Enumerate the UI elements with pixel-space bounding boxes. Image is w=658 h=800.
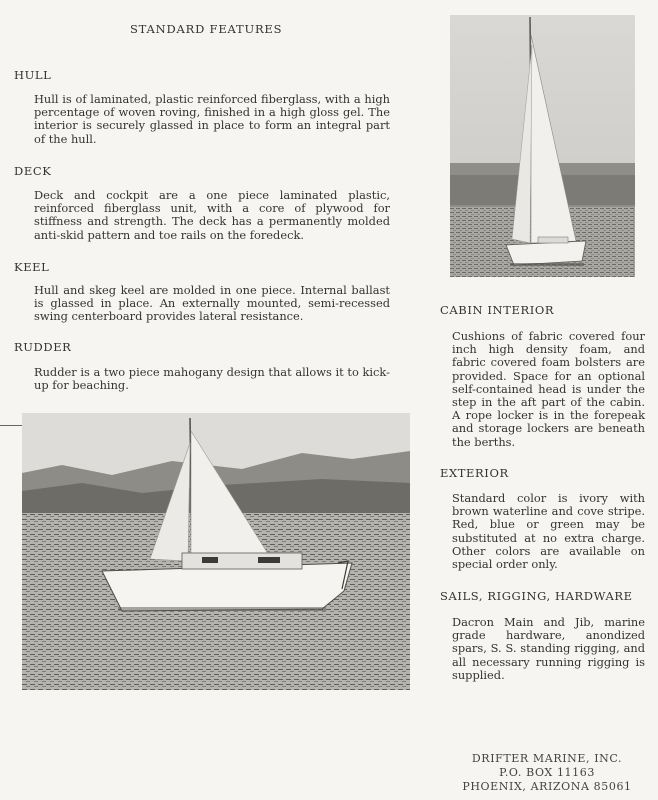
deck-heading: DECK	[14, 164, 52, 178]
sails-rigging-hardware-heading: SAILS, RIGGING, HARDWARE	[440, 589, 633, 603]
keel-heading: KEEL	[14, 260, 50, 274]
cabin-interior-text: Cushions of fabric covered four inch high density foam, and fabric covered foam bolsters are provided. Space for an optional self-contained head is under the step in the aft part of the cabin. A rope locker is in the forepeak and storage lockers are beneath the berths.	[452, 329, 645, 449]
hull-heading: HULL	[14, 68, 52, 82]
company-name: DRIFTER MARINE, INC.	[471, 752, 623, 765]
deck-text: Deck and cockpit are a one piece laminated plastic, reinforced fiberglass unit, with a core of plywood for stiffness and strength. The deck has a permanently molded anti-skid pattern and toe rails on the foredeck.	[34, 188, 390, 242]
rudder-heading: RUDDER	[14, 340, 72, 354]
city-state-zip: PHOENIX, ARIZONA 85061	[462, 780, 632, 793]
po-box: P.O. BOX 11163	[499, 766, 595, 779]
exterior-text: Standard color is ivory with brown waterline and cove stripe. Red, blue or green may be substituted at no extra charge. Other colors are available on special order only.	[452, 491, 645, 572]
exterior-heading: EXTERIOR	[440, 466, 509, 480]
sailboat-photo-bottom	[22, 413, 410, 690]
rudder-text: Rudder is a two piece mahogany design that allows it to kick-up for beaching.	[34, 365, 390, 393]
sailboat-photo-bottom-image	[22, 413, 410, 690]
hull-text: Hull is of laminated, plastic reinforced fiberglass, with a high percentage of woven roving, finished in a high gloss gel. The interior is securely glassed in place to form an integral part of the hull.	[34, 92, 390, 146]
page-title: STANDARD FEATURES	[130, 22, 283, 36]
keel-text: Hull and skeg keel are molded in one piece. Internal ballast is glassed in place. An externally mounted, semi-recessed swing centerboard provides lateral resistance.	[34, 283, 390, 324]
cabin-interior-heading: CABIN INTERIOR	[440, 303, 555, 317]
sailboat-photo-top-image	[450, 15, 635, 277]
company-address	[452, 752, 642, 794]
sails-rigging-hardware-text: Dacron Main and Jib, marine grade hardware, anondized spars, S. S. standing rigging, and all necessary running rigging is supplied.	[452, 615, 645, 682]
sailboat-photo-top	[450, 15, 635, 277]
